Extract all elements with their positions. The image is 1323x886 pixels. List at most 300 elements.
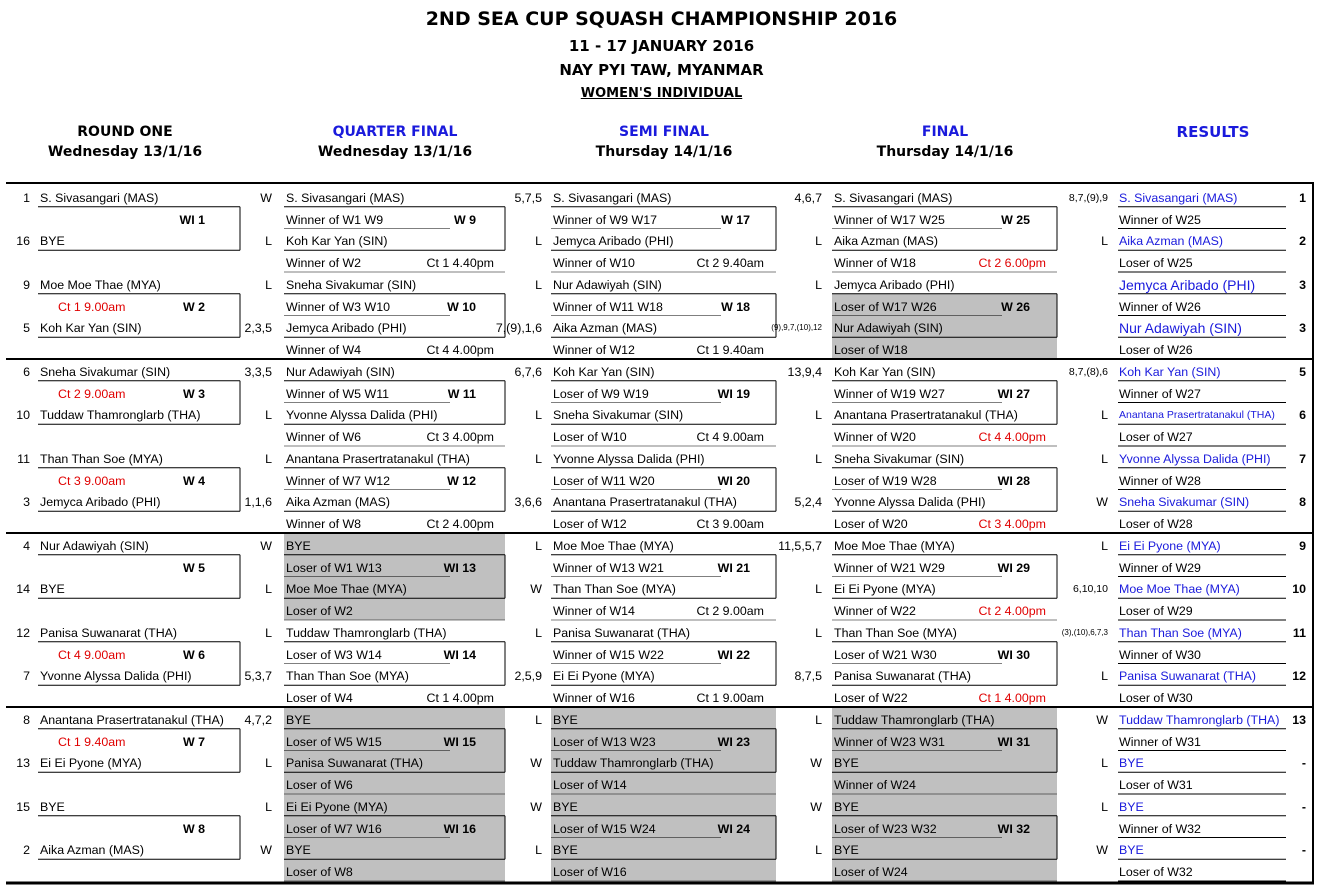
court-time: Ct 1 4.40pm: [426, 256, 494, 270]
seed-number: 15: [16, 799, 30, 814]
player-name: Jemyca Aribado (PHI): [553, 234, 674, 249]
match-score: L: [265, 408, 272, 423]
match-id: WI 19: [717, 386, 750, 401]
player-name: BYE: [553, 843, 578, 858]
court-time: Ct 4 9.00am: [58, 647, 126, 662]
match-source: Winner of W19 W27: [834, 386, 945, 401]
result-slot: Winner of W29: [1119, 560, 1201, 575]
match-score: 1,1,6: [244, 495, 272, 510]
match-score: L: [815, 408, 822, 423]
match-source: Winner of W14: [553, 604, 635, 618]
match-score: W: [810, 799, 822, 814]
seed-number: 2: [23, 843, 30, 858]
player-name: Sneha Sivakumar (SIN): [286, 277, 417, 292]
result-name: Nur Adawiyah (SIN): [1119, 320, 1242, 337]
player-name: Sneha Sivakumar (SIN): [553, 408, 684, 423]
result-slot: Winner of W28: [1119, 473, 1201, 488]
result-slot: Loser of W31: [1119, 778, 1193, 792]
header-date: Wednesday 13/1/16: [47, 144, 203, 160]
match-score: W: [1096, 843, 1108, 858]
match-score: 5,2,4: [794, 495, 822, 510]
match-id: WI 23: [717, 734, 750, 749]
match-score: L: [815, 582, 822, 597]
player-name: Jemyca Aribado (PHI): [834, 277, 955, 292]
match-source: Winner of W18: [834, 256, 916, 270]
match-source: Winner of W23 W31: [834, 734, 945, 749]
match-source: Winner of W7 W12: [286, 473, 390, 488]
match-id: W 7: [182, 734, 205, 749]
player-name: BYE: [286, 538, 311, 553]
match-source: Winner of W5 W11: [286, 386, 390, 401]
match-source: Winner of W16: [553, 691, 635, 705]
result-slot: Winner of W31: [1119, 734, 1201, 749]
header-title: FINAL: [921, 124, 969, 140]
seed-number: 13: [16, 756, 30, 771]
page-title: 2ND SEA CUP SQUASH CHAMPIONSHIP 2016: [425, 8, 898, 30]
header-date: Thursday 14/1/16: [595, 144, 733, 160]
player-name: Yvonne Alyssa Dalida (PHI): [834, 495, 986, 510]
match-score: L: [535, 408, 542, 423]
player-name: Tuddaw Thamronglarb (THA): [286, 625, 447, 640]
match-score: 6,10,10: [1072, 583, 1108, 596]
match-source: Winner of W8: [286, 517, 362, 531]
match-source: Winner of W24: [834, 778, 916, 792]
result-slot: Loser of W26: [1119, 343, 1193, 357]
player-name: BYE: [553, 799, 578, 814]
match-source: Loser of W9 W19: [553, 386, 649, 401]
result-name: Moe Moe Thae (MYA): [1119, 582, 1240, 597]
court-time: Ct 3 9.00am: [696, 517, 764, 531]
court-time: Ct 4 4.00pm: [978, 430, 1046, 444]
match-score: 8,7,(8),6: [1068, 365, 1108, 378]
court-time: Ct 1 9.00am: [696, 691, 764, 705]
final-position: 13: [1292, 712, 1306, 727]
match-source: Loser of W20: [834, 517, 908, 531]
player-name: Moe Moe Thae (MYA): [286, 582, 407, 597]
final-position: 1: [1299, 190, 1306, 205]
player-name: BYE: [40, 582, 65, 597]
player-name: Than Than Soe (MYA): [834, 625, 957, 640]
match-source: Winner of W6: [286, 430, 362, 444]
player-name: Nur Adawiyah (SIN): [834, 321, 943, 336]
match-score: L: [265, 625, 272, 640]
match-id: WI 30: [997, 647, 1030, 662]
result-name: Anantana Prasertratanakul (THA): [1119, 409, 1275, 422]
player-name: Koh Kar Yan (SIN): [40, 321, 142, 336]
seed-number: 3: [23, 495, 30, 510]
final-position: 11: [1292, 625, 1306, 640]
match-id: W 25: [1001, 212, 1030, 227]
court-time: Ct 2 4.00pm: [426, 517, 494, 531]
match-score: W: [260, 843, 272, 858]
match-score: 8,7,(9),9: [1068, 191, 1108, 204]
event-venue: NAY PYI TAW, MYANMAR: [559, 61, 764, 79]
player-name: Koh Kar Yan (SIN): [286, 234, 388, 249]
match-score: 4,6,7: [794, 190, 822, 205]
match-score: L: [535, 451, 542, 466]
match-score: L: [815, 712, 822, 727]
player-name: Anantana Prasertratanakul (THA): [40, 712, 224, 727]
court-time: Ct 4 9.00am: [696, 430, 764, 444]
match-score: L: [265, 756, 272, 771]
match-source: Loser of W2: [286, 604, 353, 618]
match-id: W 17: [721, 212, 750, 227]
seed-number: 14: [16, 582, 30, 597]
seed-number: 7: [23, 669, 30, 684]
final-position: 12: [1292, 669, 1306, 684]
court-time: Ct 1 4.00pm: [426, 691, 494, 705]
player-name: S. Sivasangari (MAS): [553, 190, 672, 205]
match-score: 4,7,2: [244, 712, 272, 727]
match-source: Winner of W3 W10: [286, 299, 390, 314]
header-title: SEMI FINAL: [619, 124, 709, 140]
result-slot: Loser of W32: [1119, 865, 1193, 879]
header-title: QUARTER FINAL: [332, 124, 458, 140]
result-name: Tuddaw Thamronglarb (THA): [1119, 712, 1280, 727]
player-name: BYE: [286, 712, 311, 727]
seed-number: 5: [23, 321, 30, 336]
match-id: WI 32: [997, 821, 1030, 836]
match-score: L: [1101, 538, 1108, 553]
match-score: W: [530, 799, 542, 814]
player-name: Nur Adawiyah (SIN): [40, 538, 149, 553]
result-slot: Loser of W29: [1119, 604, 1193, 618]
player-name: Nur Adawiyah (SIN): [553, 277, 662, 292]
player-name: Panisa Suwanarat (THA): [834, 669, 972, 684]
match-id: W 8: [182, 821, 205, 836]
match-source: Loser of W6: [286, 778, 353, 792]
match-score: 11,5,5,7: [778, 538, 822, 553]
match-id: WI 31: [997, 734, 1030, 749]
match-id: WI 20: [717, 473, 750, 488]
player-name: Aika Azman (MAS): [286, 495, 390, 510]
match-id: W 9: [453, 212, 476, 227]
match-source: Loser of W21 W30: [834, 647, 937, 662]
match-source: Loser of W8: [286, 865, 353, 879]
match-source: Loser of W19 W28: [834, 473, 937, 488]
player-name: Moe Moe Thae (MYA): [553, 538, 674, 553]
result-name: Aika Azman (MAS): [1119, 234, 1223, 249]
match-source: Loser of W24: [834, 865, 908, 879]
result-slot: Winner of W30: [1119, 647, 1201, 662]
match-id: W 11: [447, 386, 476, 401]
player-name: Moe Moe Thae (MYA): [40, 277, 161, 292]
match-source: Winner of W17 W25: [834, 212, 945, 227]
player-name: Anantana Prasertratanakul (THA): [834, 408, 1018, 423]
match-score: L: [535, 277, 542, 292]
result-slot: Winner of W27: [1119, 386, 1201, 401]
player-name: Koh Kar Yan (SIN): [553, 364, 655, 379]
match-source: Winner of W1 W9: [286, 212, 384, 227]
result-slot: Winner of W26: [1119, 299, 1201, 314]
match-score: L: [815, 625, 822, 640]
result-name: Koh Kar Yan (SIN): [1119, 364, 1221, 379]
match-score: (3),(10),6,7,3: [1061, 627, 1108, 637]
match-source: Loser of W3 W14: [286, 647, 382, 662]
match-score: 3,6,6: [514, 495, 542, 510]
match-score: L: [535, 625, 542, 640]
player-name: BYE: [834, 799, 859, 814]
final-position: -: [1301, 843, 1306, 858]
match-source: Loser of W11 W20: [553, 473, 655, 488]
player-name: S. Sivasangari (MAS): [286, 190, 405, 205]
match-source: Winner of W9 W17: [553, 212, 657, 227]
match-source: Winner of W15 W22: [553, 647, 664, 662]
final-position: 10: [1292, 582, 1306, 597]
match-score: 8,7,5: [794, 669, 822, 684]
result-name: Jemyca Aribado (PHI): [1119, 276, 1256, 293]
final-position: -: [1301, 756, 1306, 771]
player-name: Tuddaw Thamronglarb (THA): [40, 408, 201, 423]
match-source: Winner of W20: [834, 430, 916, 444]
match-score: L: [265, 451, 272, 466]
result-name: Sneha Sivakumar (SIN): [1119, 495, 1250, 510]
seed-number: 1: [23, 190, 30, 205]
result-name: Yvonne Alyssa Dalida (PHI): [1119, 451, 1271, 466]
court-time: Ct 2 4.00pm: [978, 604, 1046, 618]
match-score: W: [530, 582, 542, 597]
court-time: Ct 2 9.40am: [696, 256, 764, 270]
match-source: Loser of W7 W16: [286, 821, 382, 836]
match-id: WI 21: [717, 560, 750, 575]
result-slot: Loser of W25: [1119, 256, 1193, 270]
match-score: 5,7,5: [514, 190, 542, 205]
match-source: Loser of W17 W26: [834, 299, 937, 314]
match-source: Loser of W12: [553, 517, 627, 531]
result-name: BYE: [1119, 843, 1144, 858]
match-source: Winner of W12: [553, 343, 635, 357]
seed-number: 10: [16, 408, 30, 423]
seed-number: 4: [23, 538, 30, 553]
seed-number: 11: [17, 451, 30, 466]
match-source: Winner of W4: [286, 343, 362, 357]
match-score: W: [810, 756, 822, 771]
match-id: W 4: [182, 473, 205, 488]
player-name: Panisa Suwanarat (THA): [553, 625, 691, 640]
match-score: L: [265, 277, 272, 292]
result-name: BYE: [1119, 756, 1144, 771]
match-score: W: [1096, 495, 1108, 510]
final-position: 5: [1299, 364, 1306, 379]
result-name: Than Than Soe (MYA): [1119, 625, 1242, 640]
result-name: Panisa Suwanarat (THA): [1119, 669, 1257, 684]
match-source: Winner of W13 W21: [553, 560, 664, 575]
player-name: BYE: [40, 234, 65, 249]
court-time: Ct 4 4.00pm: [426, 343, 494, 357]
seed-number: 8: [23, 712, 30, 727]
court-time: Ct 1 9.00am: [58, 299, 126, 314]
player-name: Ei Ei Pyone (MYA): [834, 582, 936, 597]
match-id: WI 22: [717, 647, 750, 662]
court-time: Ct 2 6.00pm: [978, 256, 1046, 270]
match-score: 3,3,5: [244, 364, 272, 379]
match-id: WI 16: [443, 821, 476, 836]
seed-number: 9: [23, 277, 30, 292]
player-name: Aika Azman (MAS): [40, 843, 144, 858]
match-id: W 2: [182, 299, 205, 314]
court-time: Ct 2 9.00am: [696, 604, 764, 618]
player-name: Koh Kar Yan (SIN): [834, 364, 936, 379]
final-position: 6: [1299, 408, 1306, 423]
player-name: Yvonne Alyssa Dalida (PHI): [40, 669, 192, 684]
match-source: Loser of W14: [553, 778, 627, 792]
match-score: W: [530, 756, 542, 771]
match-score: L: [535, 538, 542, 553]
final-position: 7: [1299, 451, 1306, 466]
match-score: L: [815, 277, 822, 292]
player-name: BYE: [286, 843, 311, 858]
result-name: S. Sivasangari (MAS): [1119, 190, 1238, 205]
match-source: Loser of W4: [286, 691, 353, 705]
match-source: Loser of W16: [553, 865, 627, 879]
player-name: BYE: [834, 843, 859, 858]
match-id: WI 24: [717, 821, 750, 836]
match-id: WI 27: [997, 386, 1030, 401]
match-score: L: [265, 234, 272, 249]
match-score: W: [1096, 712, 1108, 727]
result-slot: Loser of W27: [1119, 430, 1193, 444]
match-id: W 26: [1001, 299, 1030, 314]
player-name: Than Than Soe (MYA): [553, 582, 676, 597]
match-score: L: [535, 843, 542, 858]
match-source: Loser of W23 W32: [834, 821, 937, 836]
player-name: Aika Azman (MAS): [834, 234, 938, 249]
player-name: BYE: [834, 756, 859, 771]
court-time: Ct 1 9.40am: [696, 343, 764, 357]
final-position: 8: [1299, 495, 1306, 510]
player-name: Nur Adawiyah (SIN): [286, 364, 395, 379]
match-id: W 18: [721, 299, 750, 314]
player-name: Panisa Suwanarat (THA): [286, 756, 424, 771]
match-source: Winner of W11 W18: [553, 299, 663, 314]
result-slot: Winner of W32: [1119, 821, 1201, 836]
match-source: Loser of W22: [834, 691, 908, 705]
player-name: S. Sivasangari (MAS): [834, 190, 953, 205]
match-source: Winner of W10: [553, 256, 635, 270]
player-name: Moe Moe Thae (MYA): [834, 538, 955, 553]
final-position: 3: [1299, 277, 1306, 292]
match-score: L: [1101, 451, 1108, 466]
match-score: L: [1101, 408, 1108, 423]
result-name: BYE: [1119, 799, 1144, 814]
final-position: 9: [1299, 538, 1306, 553]
match-id: WI 29: [997, 560, 1030, 575]
match-score: 5,3,7: [244, 669, 272, 684]
match-score: L: [265, 799, 272, 814]
match-source: Loser of W5 W15: [286, 734, 382, 749]
match-score: L: [265, 582, 272, 597]
player-name: Ei Ei Pyone (MYA): [553, 669, 655, 684]
court-time: Ct 1 9.40am: [58, 734, 126, 749]
player-name: Tuddaw Thamronglarb (THA): [553, 756, 714, 771]
match-source: Loser of W1 W13: [286, 560, 382, 575]
result-slot: Winner of W25: [1119, 212, 1201, 227]
match-score: L: [1101, 799, 1108, 814]
seed-number: 12: [16, 625, 30, 640]
match-id: W 10: [447, 299, 476, 314]
player-name: Sneha Sivakumar (SIN): [40, 364, 171, 379]
match-score: L: [1101, 234, 1108, 249]
match-id: WI 13: [443, 560, 476, 575]
match-score: (9),9,7,(10),12: [771, 323, 822, 333]
event-category: WOMEN'S INDIVIDUAL: [580, 86, 743, 101]
player-name: Aika Azman (MAS): [553, 321, 657, 336]
match-score: W: [260, 538, 272, 553]
final-position: -: [1301, 799, 1306, 814]
match-score: L: [815, 234, 822, 249]
seed-number: 16: [16, 234, 30, 249]
match-source: Loser of W13 W23: [553, 734, 656, 749]
player-name: Ei Ei Pyone (MYA): [40, 756, 142, 771]
seed-number: 6: [23, 364, 30, 379]
match-id: W 6: [182, 647, 205, 662]
match-score: 2,5,9: [514, 669, 542, 684]
player-name: Than Than Soe (MYA): [286, 669, 409, 684]
match-score: 6,7,6: [514, 364, 542, 379]
match-id: WI 1: [179, 212, 205, 227]
match-score: L: [1101, 669, 1108, 684]
header-date: Thursday 14/1/16: [876, 144, 1014, 160]
header-date: Wednesday 13/1/16: [317, 144, 473, 160]
match-score: L: [815, 843, 822, 858]
court-time: Ct 1 4.00pm: [978, 691, 1046, 705]
match-source: Winner of W2: [286, 256, 362, 270]
court-time: Ct 3 9.00am: [58, 473, 126, 488]
match-score: L: [1101, 756, 1108, 771]
match-id: WI 14: [443, 647, 476, 662]
match-score: W: [260, 190, 272, 205]
player-name: Yvonne Alyssa Dalida (PHI): [553, 451, 705, 466]
event-dates: 11 - 17 JANUARY 2016: [568, 37, 755, 55]
player-name: Anantana Prasertratanakul (THA): [286, 451, 470, 466]
match-score: L: [535, 234, 542, 249]
player-name: S. Sivasangari (MAS): [40, 190, 159, 205]
match-source: Loser of W18: [834, 343, 908, 357]
match-id: WI 28: [997, 473, 1030, 488]
match-score: 13,9,4: [787, 364, 822, 379]
player-name: Sneha Sivakumar (SIN): [834, 451, 965, 466]
court-time: Ct 3 4.00pm: [978, 517, 1046, 531]
player-name: BYE: [40, 799, 65, 814]
player-name: Yvonne Alyssa Dalida (PHI): [286, 408, 438, 423]
player-name: Anantana Prasertratanakul (THA): [553, 495, 737, 510]
match-source: Winner of W22: [834, 604, 916, 618]
player-name: Ei Ei Pyone (MYA): [286, 799, 388, 814]
match-source: Winner of W21 W29: [834, 560, 945, 575]
result-slot: Loser of W30: [1119, 691, 1193, 705]
match-source: Loser of W10: [553, 430, 627, 444]
final-position: 3: [1299, 321, 1306, 336]
player-name: Jemyca Aribado (PHI): [40, 495, 161, 510]
match-score: L: [535, 712, 542, 727]
final-position: 2: [1299, 234, 1306, 249]
court-time: Ct 2 9.00am: [58, 386, 126, 401]
header-title: RESULTS: [1176, 123, 1250, 141]
player-name: Jemyca Aribado (PHI): [286, 321, 407, 336]
player-name: Panisa Suwanarat (THA): [40, 625, 178, 640]
result-name: Ei Ei Pyone (MYA): [1119, 538, 1221, 553]
match-id: WI 15: [443, 734, 476, 749]
match-score: 2,3,5: [244, 321, 272, 336]
court-time: Ct 3 4.00pm: [426, 430, 494, 444]
player-name: BYE: [553, 712, 578, 727]
player-name: Than Than Soe (MYA): [40, 451, 163, 466]
header-title: ROUND ONE: [77, 124, 173, 140]
match-id: W 3: [182, 386, 205, 401]
match-score: 7,(9),1,6: [495, 321, 542, 336]
match-id: W 12: [447, 473, 476, 488]
player-name: Tuddaw Thamronglarb (THA): [834, 712, 995, 727]
